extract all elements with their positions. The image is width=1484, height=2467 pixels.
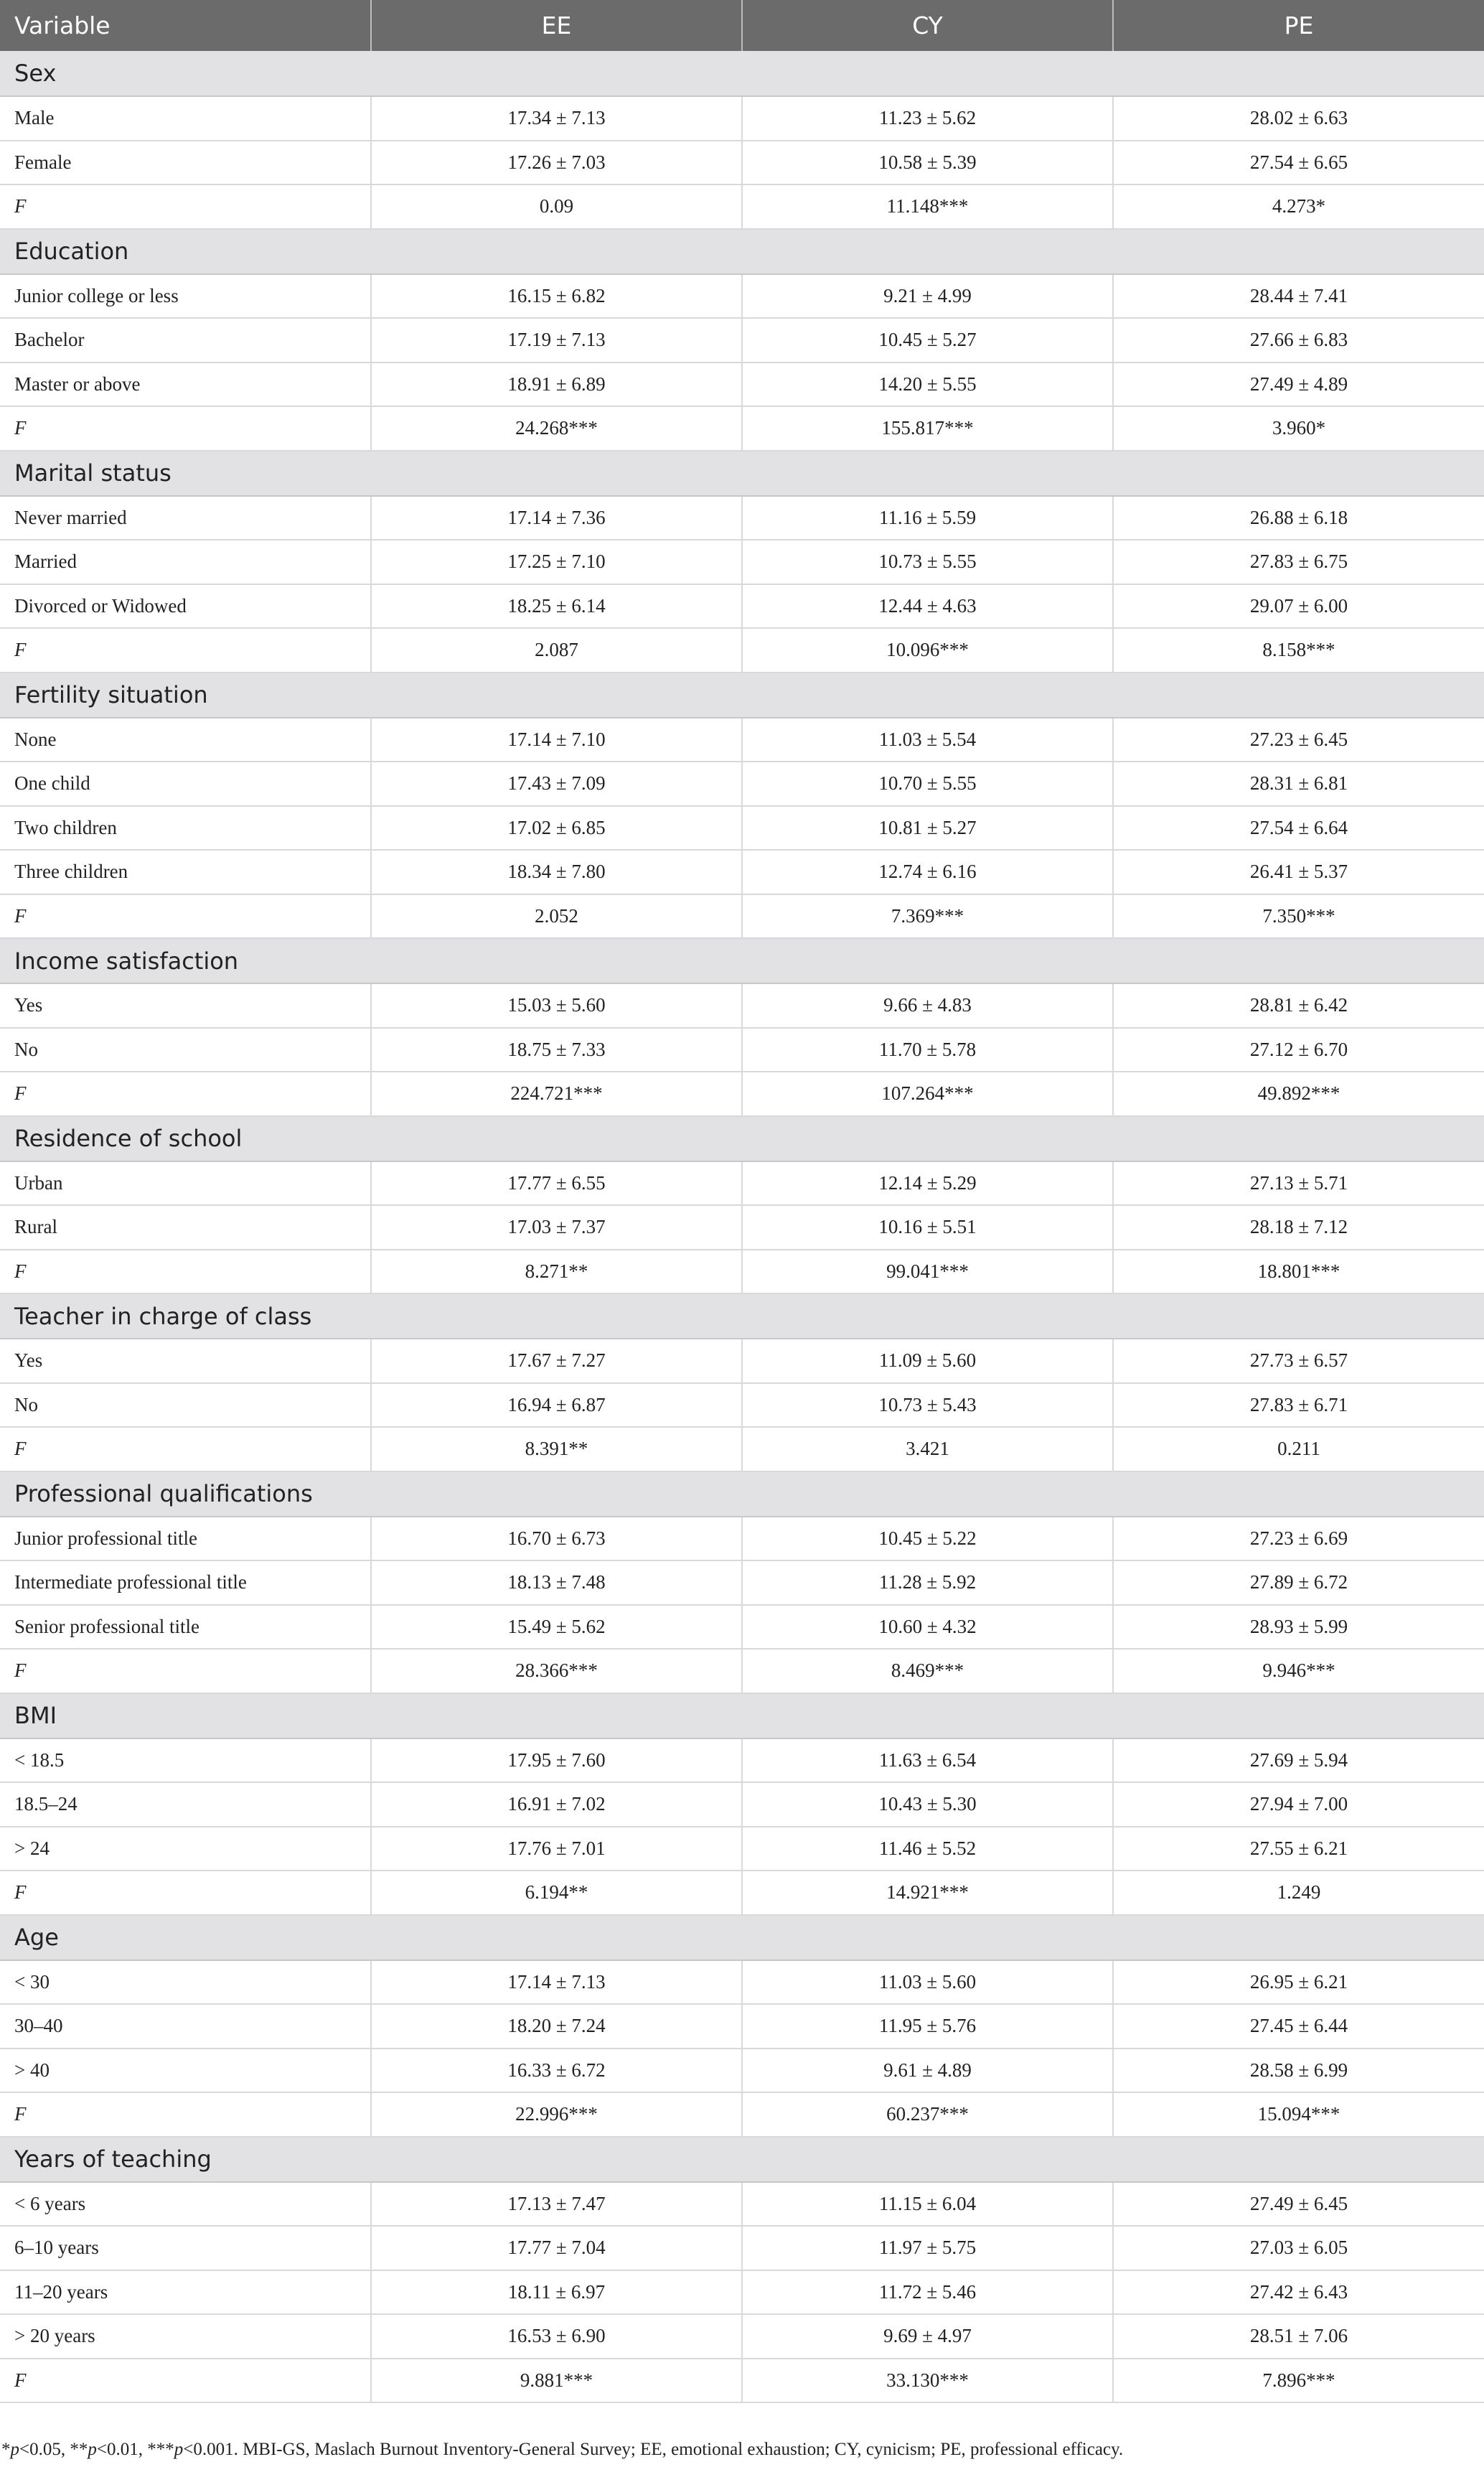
table-row [0,850,1484,894]
section-title: Years of teaching [0,2137,1484,2182]
cell-ee: 17.14 ± 7.13 [371,1960,742,2005]
cell-ee: 16.91 ± 7.02 [371,1782,742,1827]
row-label: F [0,184,371,229]
table-row [0,1827,1484,1871]
cell-cy: 33.130*** [742,2359,1113,2403]
table-row [0,1649,1484,1693]
cell-pe: 4.273* [1113,184,1484,229]
cell-pe: 7.896*** [1113,2359,1484,2403]
table-row [0,184,1484,229]
cell-pe: 7.350*** [1113,894,1484,939]
cell-pe: 26.41 ± 5.37 [1113,850,1484,894]
table-row [0,2049,1484,2093]
cell-ee: 17.02 ± 6.85 [371,806,742,851]
cell-pe: 27.45 ± 6.44 [1113,2004,1484,2049]
cell-cy: 10.70 ± 5.55 [742,762,1113,806]
cell-pe: 3.960* [1113,406,1484,451]
cell-cy: 7.369*** [742,894,1113,939]
cell-ee: 6.194** [371,1871,742,1915]
cell-pe: 27.89 ± 6.72 [1113,1560,1484,1605]
cell-pe: 26.95 ± 6.21 [1113,1960,1484,2005]
table-row [0,718,1484,762]
cell-pe: 27.69 ± 5.94 [1113,1738,1484,1783]
header-pe: PE [1113,0,1484,51]
section-title: Professional qualifications [0,1471,1484,1517]
cell-cy: 8.469*** [742,1649,1113,1693]
table-row [0,1161,1484,1206]
cell-ee: 2.052 [371,894,742,939]
cell-cy: 10.43 ± 5.30 [742,1782,1113,1827]
table-row [0,406,1484,451]
row-label: > 20 years [0,2314,371,2359]
row-label: Urban [0,1161,371,1206]
cell-ee: 18.20 ± 7.24 [371,2004,742,2049]
cell-ee: 17.95 ± 7.60 [371,1738,742,1783]
table-row [0,2270,1484,2315]
row-label: F [0,1427,371,1471]
cell-ee: 17.77 ± 6.55 [371,1161,742,1206]
table-row [0,1782,1484,1827]
cell-cy: 11.95 ± 5.76 [742,2004,1113,2049]
cell-cy: 9.61 ± 4.89 [742,2049,1113,2093]
table-row [0,1205,1484,1250]
cell-pe: 27.66 ± 6.83 [1113,318,1484,362]
cell-pe: 27.13 ± 5.71 [1113,1161,1484,1206]
table-row [0,1250,1484,1294]
cell-cy: 11.97 ± 5.75 [742,2226,1113,2270]
cell-pe: 26.88 ± 6.18 [1113,496,1484,540]
cell-pe: 28.44 ± 7.41 [1113,274,1484,319]
row-label: Female [0,141,371,185]
cell-pe: 27.54 ± 6.65 [1113,141,1484,185]
section-title: Teacher in charge of class [0,1293,1484,1339]
cell-pe: 29.07 ± 6.00 [1113,584,1484,629]
cell-ee: 17.76 ± 7.01 [371,1827,742,1871]
cell-cy: 10.16 ± 5.51 [742,1205,1113,1250]
row-label: Master or above [0,362,371,407]
cell-ee: 17.19 ± 7.13 [371,318,742,362]
table-row [0,1427,1484,1471]
table-row [0,141,1484,185]
row-label: F [0,628,371,673]
row-label: Divorced or Widowed [0,584,371,629]
row-label: 11–20 years [0,2270,371,2315]
table-row [0,1871,1484,1915]
table-row [0,1072,1484,1116]
section-header-row [0,451,1484,496]
cell-ee: 18.11 ± 6.97 [371,2270,742,2315]
cell-cy: 14.921*** [742,1871,1113,1915]
cell-ee: 16.33 ± 6.72 [371,2049,742,2093]
cell-cy: 12.14 ± 5.29 [742,1161,1113,1206]
cell-pe: 28.18 ± 7.12 [1113,1205,1484,1250]
row-label: F [0,1871,371,1915]
cell-cy: 11.03 ± 5.60 [742,1960,1113,2005]
cell-pe: 27.55 ± 6.21 [1113,1827,1484,1871]
cell-cy: 12.74 ± 6.16 [742,850,1113,894]
cell-ee: 24.268*** [371,406,742,451]
table-row [0,318,1484,362]
table-header [0,0,1484,51]
cell-pe: 49.892*** [1113,1072,1484,1116]
section-header-row [0,1693,1484,1738]
row-label: F [0,1250,371,1294]
row-label: F [0,2359,371,2403]
section-header-row [0,673,1484,718]
header-ee: EE [371,0,742,51]
section-title: Marital status [0,451,1484,496]
section-header-row [0,229,1484,274]
cell-cy: 11.72 ± 5.46 [742,2270,1113,2315]
cell-ee: 2.087 [371,628,742,673]
cell-pe: 28.31 ± 6.81 [1113,762,1484,806]
cell-cy: 99.041*** [742,1250,1113,1294]
section-header-row [0,51,1484,96]
cell-ee: 17.03 ± 7.37 [371,1205,742,1250]
row-label: < 30 [0,1960,371,2005]
section-title: Age [0,1915,1484,1960]
row-label: Intermediate professional title [0,1560,371,1605]
row-label: One child [0,762,371,806]
cell-ee: 18.13 ± 7.48 [371,1560,742,1605]
row-label: No [0,1383,371,1428]
table-row [0,2314,1484,2359]
cell-pe: 27.12 ± 6.70 [1113,1028,1484,1072]
row-label: Yes [0,1339,371,1383]
cell-ee: 17.25 ± 7.10 [371,540,742,584]
cell-pe: 27.49 ± 6.45 [1113,2182,1484,2227]
row-label: Junior professional title [0,1517,371,1561]
row-label: Yes [0,983,371,1028]
row-label: < 18.5 [0,1738,371,1783]
row-label: F [0,2092,371,2137]
cell-cy: 10.45 ± 5.22 [742,1517,1113,1561]
row-label: > 40 [0,2049,371,2093]
cell-ee: 18.25 ± 6.14 [371,584,742,629]
row-label: F [0,1649,371,1693]
cell-cy: 11.70 ± 5.78 [742,1028,1113,1072]
cell-pe: 27.23 ± 6.45 [1113,718,1484,762]
cell-cy: 11.16 ± 5.59 [742,496,1113,540]
row-label: No [0,1028,371,1072]
row-label: Junior college or less [0,274,371,319]
cell-ee: 9.881*** [371,2359,742,2403]
cell-cy: 60.237*** [742,2092,1113,2137]
cell-cy: 10.45 ± 5.27 [742,318,1113,362]
cell-cy: 10.81 ± 5.27 [742,806,1113,851]
row-label: Married [0,540,371,584]
table-row [0,983,1484,1028]
cell-ee: 17.77 ± 7.04 [371,2226,742,2270]
cell-ee: 15.49 ± 5.62 [371,1605,742,1649]
table-row [0,1517,1484,1561]
table-row [0,894,1484,939]
section-title: Fertility situation [0,673,1484,718]
table-body [0,51,1484,2402]
cell-ee: 17.13 ± 7.47 [371,2182,742,2227]
row-label: None [0,718,371,762]
cell-pe: 27.03 ± 6.05 [1113,2226,1484,2270]
cell-cy: 3.421 [742,1427,1113,1471]
cell-ee: 17.34 ± 7.13 [371,96,742,141]
cell-cy: 14.20 ± 5.55 [742,362,1113,407]
row-label: F [0,894,371,939]
cell-pe: 0.211 [1113,1427,1484,1471]
cell-cy: 9.69 ± 4.97 [742,2314,1113,2359]
cell-pe: 28.81 ± 6.42 [1113,983,1484,1028]
row-label: Bachelor [0,318,371,362]
table-row [0,584,1484,629]
cell-cy: 11.63 ± 6.54 [742,1738,1113,1783]
cell-ee: 28.366*** [371,1649,742,1693]
table-row [0,540,1484,584]
cell-ee: 18.75 ± 7.33 [371,1028,742,1072]
cell-pe: 27.23 ± 6.69 [1113,1517,1484,1561]
table-row [0,1738,1484,1783]
section-header-row [0,1471,1484,1517]
table-row [0,806,1484,851]
section-title: Residence of school [0,1116,1484,1161]
cell-cy: 155.817*** [742,406,1113,451]
table-row [0,1383,1484,1428]
cell-pe: 28.02 ± 6.63 [1113,96,1484,141]
cell-pe: 27.83 ± 6.75 [1113,540,1484,584]
row-label: F [0,406,371,451]
cell-ee: 0.09 [371,184,742,229]
row-label: 30–40 [0,2004,371,2049]
cell-pe: 15.094*** [1113,2092,1484,2137]
cell-pe: 28.93 ± 5.99 [1113,1605,1484,1649]
cell-cy: 10.73 ± 5.55 [742,540,1113,584]
cell-ee: 224.721*** [371,1072,742,1116]
section-title: Education [0,229,1484,274]
table-row [0,496,1484,540]
cell-ee: 16.53 ± 6.90 [371,2314,742,2359]
row-label: Never married [0,496,371,540]
cell-cy: 10.096*** [742,628,1113,673]
section-title: Sex [0,51,1484,96]
cell-cy: 9.21 ± 4.99 [742,274,1113,319]
cell-pe: 18.801*** [1113,1250,1484,1294]
cell-pe: 9.946*** [1113,1649,1484,1693]
cell-ee: 18.34 ± 7.80 [371,850,742,894]
table-row [0,762,1484,806]
table-row [0,362,1484,407]
section-header-row [0,2137,1484,2182]
cell-cy: 11.148*** [742,184,1113,229]
cell-ee: 22.996*** [371,2092,742,2137]
table-row [0,1028,1484,1072]
row-label: Rural [0,1205,371,1250]
cell-cy: 12.44 ± 4.63 [742,584,1113,629]
row-label: 18.5–24 [0,1782,371,1827]
cell-pe: 27.54 ± 6.64 [1113,806,1484,851]
cell-cy: 10.58 ± 5.39 [742,141,1113,185]
cell-pe: 27.83 ± 6.71 [1113,1383,1484,1428]
cell-ee: 17.43 ± 7.09 [371,762,742,806]
cell-cy: 10.60 ± 4.32 [742,1605,1113,1649]
cell-cy: 11.03 ± 5.54 [742,718,1113,762]
cell-cy: 9.66 ± 4.83 [742,983,1113,1028]
cell-cy: 11.46 ± 5.52 [742,1827,1113,1871]
cell-ee: 15.03 ± 5.60 [371,983,742,1028]
cell-pe: 28.58 ± 6.99 [1113,2049,1484,2093]
table-row [0,2226,1484,2270]
cell-cy: 11.15 ± 6.04 [742,2182,1113,2227]
section-title: BMI [0,1693,1484,1738]
cell-pe: 28.51 ± 7.06 [1113,2314,1484,2359]
table-row [0,96,1484,141]
header-cy: CY [742,0,1113,51]
header-row [0,0,1484,51]
table-row [0,2359,1484,2403]
cell-ee: 17.26 ± 7.03 [371,141,742,185]
cell-pe: 8.158*** [1113,628,1484,673]
cell-ee: 18.91 ± 6.89 [371,362,742,407]
section-header-row [0,1915,1484,1960]
cell-pe: 1.249 [1113,1871,1484,1915]
row-label: Male [0,96,371,141]
cell-ee: 16.70 ± 6.73 [371,1517,742,1561]
table-row [0,2004,1484,2049]
section-header-row [0,1116,1484,1161]
row-label: > 24 [0,1827,371,1871]
table-row [0,1605,1484,1649]
cell-cy: 11.09 ± 5.60 [742,1339,1113,1383]
table-row [0,1560,1484,1605]
cell-pe: 27.42 ± 6.43 [1113,2270,1484,2315]
cell-cy: 11.28 ± 5.92 [742,1560,1113,1605]
table-row [0,1339,1484,1383]
section-header-row [0,938,1484,983]
cell-ee: 16.15 ± 6.82 [371,274,742,319]
section-header-row [0,1293,1484,1339]
table-footnote: *p<0.05, **p<0.01, ***p<0.001. MBI-GS, Maslach Burnout Inventory-General Survey; EE, emotional exhaustion; CY, cynicism; PE, professional efficacy. [1,2440,1124,2459]
row-label: Two children [0,806,371,851]
cell-ee: 16.94 ± 6.87 [371,1383,742,1428]
row-label: Three children [0,850,371,894]
cell-ee: 17.67 ± 7.27 [371,1339,742,1383]
row-label: < 6 years [0,2182,371,2227]
table-row [0,274,1484,319]
cell-pe: 27.49 ± 4.89 [1113,362,1484,407]
row-label: F [0,1072,371,1116]
row-label: Senior professional title [0,1605,371,1649]
cell-cy: 11.23 ± 5.62 [742,96,1113,141]
table-row [0,2182,1484,2227]
section-title: Income satisfaction [0,938,1484,983]
cell-cy: 10.73 ± 5.43 [742,1383,1113,1428]
cell-ee: 8.271** [371,1250,742,1294]
table-row [0,2092,1484,2137]
row-label: 6–10 years [0,2226,371,2270]
cell-pe: 27.73 ± 6.57 [1113,1339,1484,1383]
cell-cy: 107.264*** [742,1072,1113,1116]
cell-pe: 27.94 ± 7.00 [1113,1782,1484,1827]
table-row [0,628,1484,673]
table-row [0,1960,1484,2005]
cell-ee: 17.14 ± 7.10 [371,718,742,762]
cell-ee: 8.391** [371,1427,742,1471]
header-variable: Variable [0,0,371,51]
cell-ee: 17.14 ± 7.36 [371,496,742,540]
